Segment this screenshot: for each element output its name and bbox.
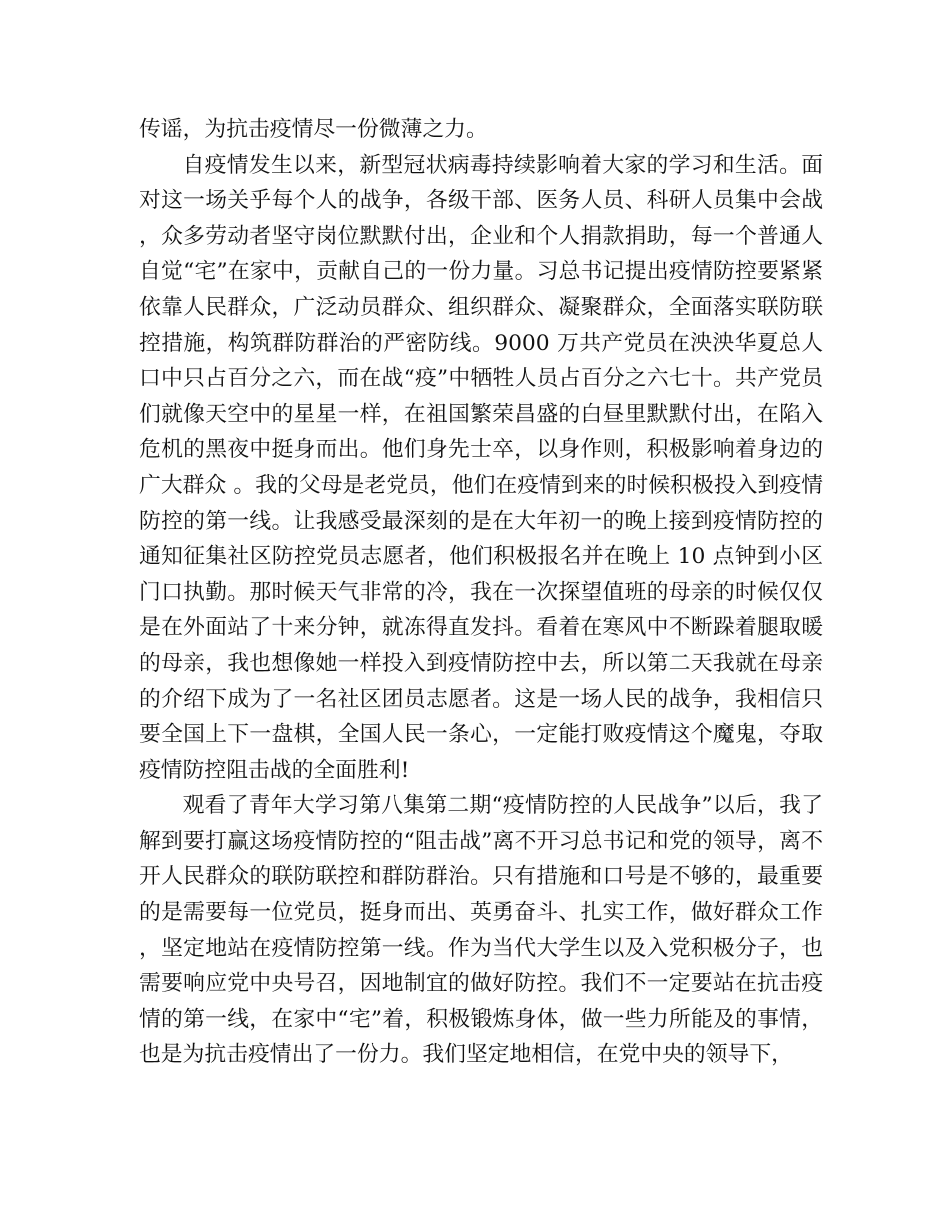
paragraph-continuation: 传谣，为抗击疫情尽一份微薄之力。 bbox=[139, 117, 488, 142]
paragraph-epidemic-volunteers: 自疫情发生以来，新型冠状病毒持续影响着大家的学习和生活。面对这一场关乎每个人的战争，各级干部、医务人员、科研人员集中会战，众多劳动者坚守岗位默默付出，企业和个人捐款捐助，每一个普通人自觉“宅”在家中，贡献自己的一份力量。习总书记提出疫情防控要紧紧依靠人民群众，广泛动员群众、组织群众、凝聚群众，全面落实联防联控措施，构筑群防群治的严密防线。9000 万共产党员在泱泱华夏总人口中只占百分之六，而在战“疫”中牺牲人员占百分之六七十。共产党员们就像天空中的星星一样，在祖国繁荣昌盛的白昼里默默付出，在陷入危机的黑夜中挺身而出。他们身先士卒，以身作则，积极影响着身边的广大群众 。我的父母是老党员，他们在疫情到来的时候积极投入到疫情防控的第一线。让我感受最深刻的是在大年初一的晚上接到疫情防控的通知征集社区防控党员志愿者，他们积极报名并在晚上 10 点钟到小区门口执勤。那时候天气非常的冷，我在一次探望值班的母亲的时候仅仅是在外面站了十来分钟，就冻得直发抖。看着在寒风中不断跺着腿取暖的母亲，我也想像她一样投入到疫情防控中去，所以第二天我就在母亲的介绍下成为了一名社区团员志愿者。这是一场人民的战争，我相信只要全国上下一盘棋，全国人民一条心，一定能打败疫情这个魔鬼，夺取疫情防控阻击战的全面胜利! bbox=[139, 152, 823, 783]
paragraph-youth-study-reflection: 观看了青年大学习第八集第二期“疫情防控的人民战争”以后，我了解到要打赢这场疫情防控的“阻击战”离不开习总书记和党的领导，离不开人民群众的联防联控和群防群治。只有措施和口号是不够的，最重要的是需要每一位党员，挺身而出、英勇奋斗、扎实工作，做好群众工作，坚定地站在疫情防控第一线。作为当代大学生以及入党积极分子，也需要响应党中央号召，因地制宜的做好防控。我们不一定要站在抗击疫情的第一线，在家中“宅”着，积极锻炼身体，做一些力所能及的事情，也是为抗击疫情出了一份力。我们坚定地相信，在党中央的领导下， bbox=[139, 793, 823, 1068]
document-body bbox=[139, 112, 823, 1073]
